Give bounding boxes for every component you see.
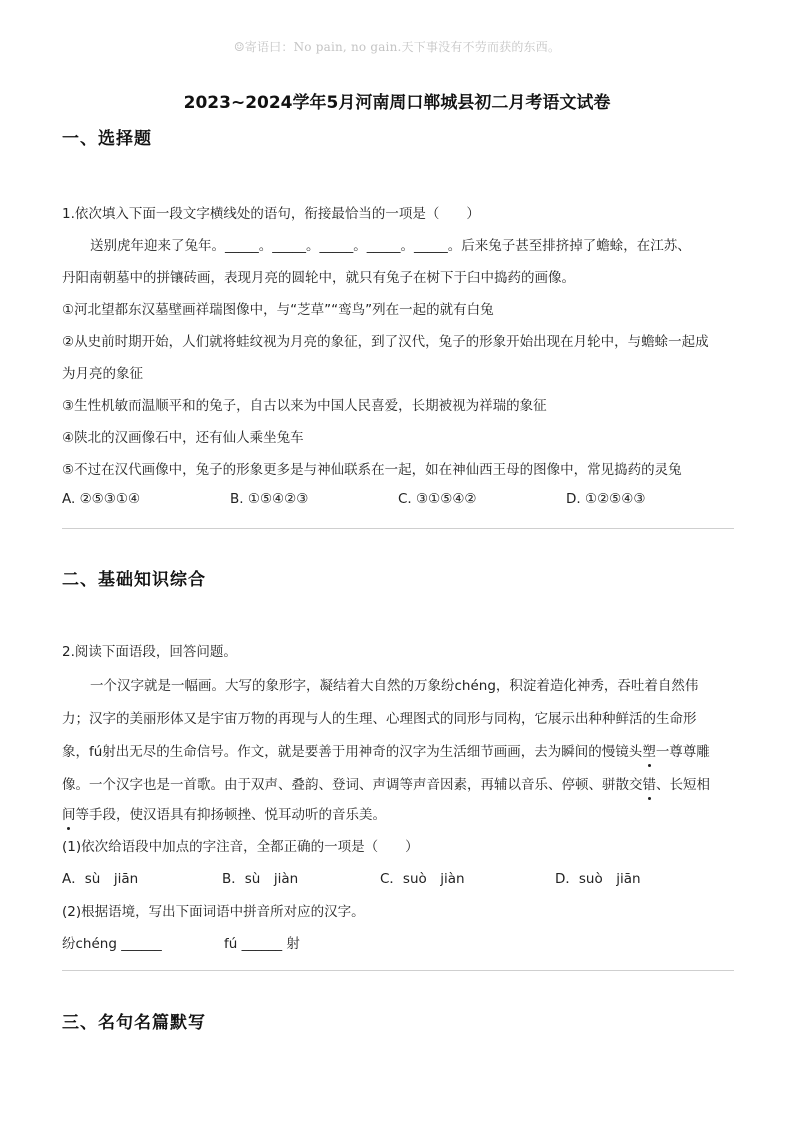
passage-text: 象，fú射出无尽的生命信号。作文，就是要善于用神奇的汉字为生活细节画画，去为瞬间的慢镜头 (62, 744, 643, 760)
q1-stem: 1.依次填入下面一段文字横线处的语句，衔接最恰当的一项是（ ） (62, 206, 480, 222)
passage-text: 像。一个汉字也是一首歌。由于双声、叠韵、登词、声调等声音因素，再辅以音乐、停顿、骈散交 (62, 777, 643, 793)
q2-sub2-stem: (2)根据语境，写出下面词语中拼音所对应的汉字。 (62, 904, 365, 920)
q2-sub1-stem: (1)依次给语段中加点的字注音，全都正确的一项是（ ） (62, 839, 419, 855)
q1-sentence-4: ④陕北的汉画像石中，还有仙人乘坐兔车 (62, 430, 304, 446)
q1-sentence-2-cont: 为月亮的象征 (62, 366, 143, 382)
section-heading-choice: 一、选择题 (62, 129, 152, 149)
q2-stem: 2.阅读下面语段，回答问题。 (62, 644, 237, 660)
q2-passage-line: 一个汉字就是一幅画。大写的象形字，凝结着大自然的万象纷chéng，积淀着造化神秀，吞吐着自然伟 (90, 678, 699, 694)
q1-option-d[interactable]: D. ①②⑤④③ (566, 491, 646, 507)
q1-sentence-1: ①河北望都东汉墓壁画祥瑞图像中，与“芝草”“鸾鸟”列在一起的就有白兔 (62, 302, 494, 318)
q2-blank-1[interactable]: 纷chéng ______ (62, 936, 162, 952)
passage-text: 一尊尊雕 (655, 744, 710, 760)
q2-passage-line: 力；汉字的美丽形体又是宇宙万物的再现与人的生理、心理图式的同形与同构，它展示出种种鲜活的生命形 (62, 711, 697, 727)
section-divider (62, 528, 734, 529)
q2-sub1-option-b[interactable]: B．sù jiàn (222, 871, 299, 887)
q1-option-a[interactable]: A. ②⑤③①④ (62, 491, 141, 507)
section-heading-recitation: 三、名句名篇默写 (62, 1013, 206, 1033)
q2-passage-line (62, 803, 732, 823)
section-heading-basics: 二、基础知识综合 (62, 570, 206, 590)
q1-sentence-2: ②从史前时期开始，人们就将蛙纹视为月亮的象征，到了汉代，兔子的形象开始出现在月轮中，与蟾蜍一起成 (62, 334, 709, 350)
q1-option-b[interactable]: B. ①⑤④②③ (230, 491, 309, 507)
q2-sub1-option-c[interactable]: C．suò jiàn (380, 871, 465, 887)
q2-blank-2[interactable]: fú ______ 射 (224, 936, 300, 952)
dotted-character: 塑 (642, 740, 656, 760)
q1-sentence-5: ⑤不过在汉代画像中，兔子的形象更多是与神仙联系在一起，如在神仙西王母的图像中，常见捣药的灵兔 (62, 462, 682, 478)
q1-option-c[interactable]: C. ③①⑤④② (398, 491, 477, 507)
q1-passage-line: 送别虎年迎来了兔年。_____。_____。_____。_____。_____。后来兔子甚至排挤掉了蟾蜍，在江苏、 (90, 238, 691, 254)
q2-passage-line (62, 740, 732, 760)
document-title: 2023~2024学年5月河南周口郸城县初二月考语文试卷 (183, 93, 611, 113)
dotted-character: 间 (62, 803, 76, 823)
q1-sentence-3: ③生性机敏而温顺平和的兔子，自古以来为中国人民喜爱，长期被视为祥瑞的象征 (62, 398, 547, 414)
passage-text: 等手段，使汉语具有抑扬顿挫、悦耳动听的音乐美。 (75, 807, 386, 823)
q2-sub1-option-a[interactable]: A．sù jiān (62, 871, 139, 887)
section-divider (62, 970, 734, 971)
header-motto: ☺寄语曰：No pain, no gain.天下事没有不劳而获的东西。 (233, 40, 561, 54)
q2-passage-line (62, 773, 732, 793)
q2-sub1-option-d[interactable]: D．suò jiān (555, 871, 641, 887)
dotted-character: 错 (643, 773, 657, 793)
passage-text: 、长短相 (656, 777, 710, 793)
q1-passage-line: 丹阳南朝墓中的拼镶砖画，表现月亮的圆轮中，就只有兔子在树下于臼中捣药的画像。 (62, 270, 575, 286)
